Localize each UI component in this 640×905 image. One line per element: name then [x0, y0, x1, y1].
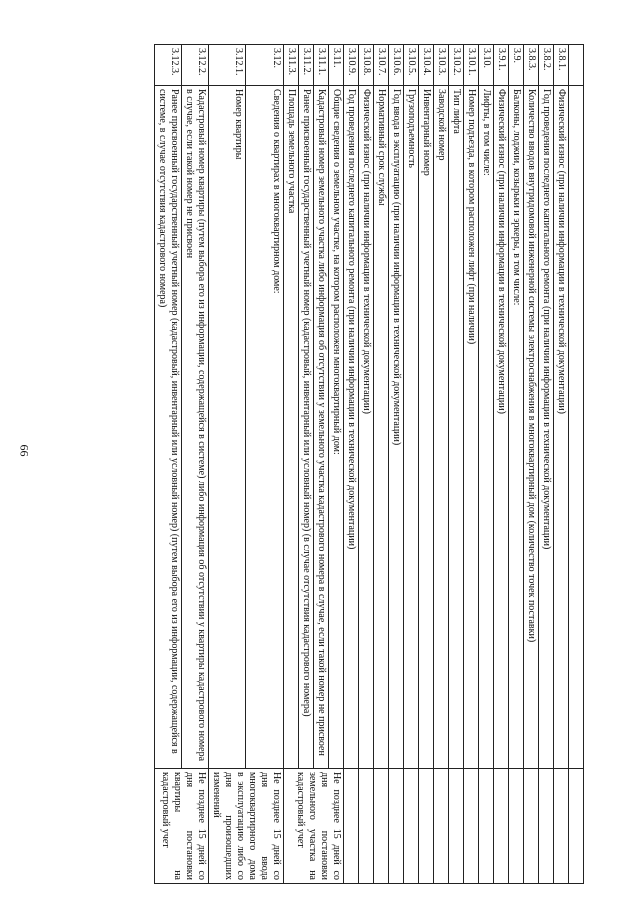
table-top-row: [569, 45, 584, 884]
item-description: Ранее присвоенный государственный учетный номер (кадастровый, инвентарный или условный номер) (в случае отсутствия кадастрового номера): [299, 86, 314, 769]
item-number: 3.8.2.: [539, 45, 554, 86]
table-container: [72, 44, 584, 884]
deadline-requirement: [479, 769, 494, 884]
deadline-requirement: [539, 769, 554, 884]
item-description: Нормативный срок службы: [374, 86, 389, 769]
table-row: [314, 45, 329, 884]
table-row: [389, 45, 404, 884]
item-number: 3.12.3.: [155, 45, 182, 86]
item-description: Площадь земельного участка: [284, 86, 299, 769]
item-number: 3.11.1.: [314, 45, 329, 86]
table-row: [284, 45, 299, 884]
deadline-requirement: [449, 769, 464, 884]
table-row: [509, 45, 524, 884]
table-cell-empty: [569, 45, 584, 86]
rotated-table-area: [72, 44, 584, 884]
table-row: [344, 45, 359, 884]
item-description: Тип лифта: [449, 86, 464, 769]
item-number: 3.11.3.: [284, 45, 299, 86]
deadline-requirement: [419, 769, 434, 884]
deadline-requirement: [344, 769, 359, 884]
item-description: Заводской номер: [434, 86, 449, 769]
item-number: 3.10.4.: [419, 45, 434, 86]
deadline-requirement: [464, 769, 479, 884]
item-number: 3.8.3.: [524, 45, 539, 86]
item-number: 3.10.1.: [464, 45, 479, 86]
item-number: 3.10.8.: [359, 45, 374, 86]
item-description: Физический износ (при наличии информации в технической документации): [554, 86, 569, 769]
item-description: Грузоподъемность: [404, 86, 419, 769]
item-description: Ранее присвоенный государственный учетный номер (кадастровый, инвентарный или условный номер) (путем выбора его из информации, содержащейся в системе, в случае отсутствия кадастрового номера): [155, 86, 182, 769]
item-number: 3.10.6.: [389, 45, 404, 86]
table-row: [479, 45, 494, 884]
table-row: [246, 45, 284, 884]
table-row: [209, 45, 247, 884]
item-description: Инвентарный номер: [419, 86, 434, 769]
deadline-requirement: [404, 769, 419, 884]
requirements-table: [154, 44, 584, 884]
item-number: 3.12.2.: [182, 45, 209, 86]
deadline-requirement: [359, 769, 374, 884]
table-row: [299, 45, 314, 884]
item-description: Физический износ (при наличии информации в технической документации): [359, 86, 374, 769]
item-description: Год ввода в эксплуатацию (при наличии информации в технической документации): [389, 86, 404, 769]
deadline-requirement: Не позднее 15 дней со дня постановки земельного участка на кадастровый учет: [284, 769, 344, 884]
table-row: [539, 45, 554, 884]
table-row: [554, 45, 569, 884]
item-description: Балконы, лоджии, козырьки и эркеры, в том числе:: [509, 86, 524, 769]
item-number: 3.10.9.: [344, 45, 359, 86]
item-description: Номер подъезда, в котором расположен лифт (при наличии): [464, 86, 479, 769]
item-number: 3.10.3.: [434, 45, 449, 86]
item-description: Лифты, в том числе:: [479, 86, 494, 769]
item-number: 3.10.: [479, 45, 494, 86]
item-description: Кадастровый номер земельного участка либо информация об отсутствии у земельного участка кадастрового номера в случае, если такой номер не присвоен: [314, 86, 329, 769]
deadline-requirement: [509, 769, 524, 884]
deadline-requirement: [524, 769, 539, 884]
table-row: [449, 45, 464, 884]
table-row: [374, 45, 389, 884]
table-body: [155, 45, 584, 884]
item-description: Номер квартиры: [209, 86, 247, 769]
table-row: [182, 45, 209, 884]
deadline-requirement: [389, 769, 404, 884]
item-description: Физический износ (при наличии информации в технической документации): [494, 86, 509, 769]
item-number: 3.11.2.: [299, 45, 314, 86]
table-row: [524, 45, 539, 884]
deadline-requirement: [434, 769, 449, 884]
item-number: 3.12.1.: [209, 45, 247, 86]
table-cell-empty: [569, 86, 584, 769]
deadline-requirement: Не позднее 15 дней со дня ввода многоквартирного дома в эксплуатацию либо со дня произошедших изменений: [209, 769, 284, 884]
table-cell-empty: [569, 769, 584, 884]
table-row: [359, 45, 374, 884]
item-number: 3.9.1.: [494, 45, 509, 86]
item-number: 3.11.: [329, 45, 344, 86]
item-description: Сведения о квартирах в многоквартирном доме:: [246, 86, 284, 769]
item-description: Общие сведения о земельном участке, на котором расположен многоквартирный дом:: [329, 86, 344, 769]
deadline-requirement: [374, 769, 389, 884]
item-number: 3.8.1.: [554, 45, 569, 86]
deadline-requirement: [494, 769, 509, 884]
deadline-requirement: [554, 769, 569, 884]
item-description: Год проведения последнего капитального ремонта (при наличии информации в технической документации): [344, 86, 359, 769]
table-row: [494, 45, 509, 884]
table-row: [329, 45, 344, 884]
item-description: Год проведения последнего капитального ремонта (при наличии информации в технической документации): [539, 86, 554, 769]
table-row: [434, 45, 449, 884]
item-number: 3.9.: [509, 45, 524, 86]
item-number: 3.12.: [246, 45, 284, 86]
deadline-requirement: Не позднее 15 дней со дня постановки квартиры на кадастровый учет: [155, 769, 209, 884]
item-number: 3.10.7.: [374, 45, 389, 86]
page-number: 66: [17, 444, 32, 457]
item-number: 3.10.2.: [449, 45, 464, 86]
item-number: 3.10.5.: [404, 45, 419, 86]
table-row: [419, 45, 434, 884]
table-row: [464, 45, 479, 884]
item-description: Кадастровый номер квартиры (путем выбора его из информации, содержащейся в системе) либо информация об отсутствии у квартиры кадастрового номера в случае, если такой номер не присвоен: [182, 86, 209, 769]
item-description: Количество вводов внутридомовой инженерной системы электроснабжения в многоквартирный дом (количество точек поставки): [524, 86, 539, 769]
table-row: [404, 45, 419, 884]
table-row: [155, 45, 182, 884]
